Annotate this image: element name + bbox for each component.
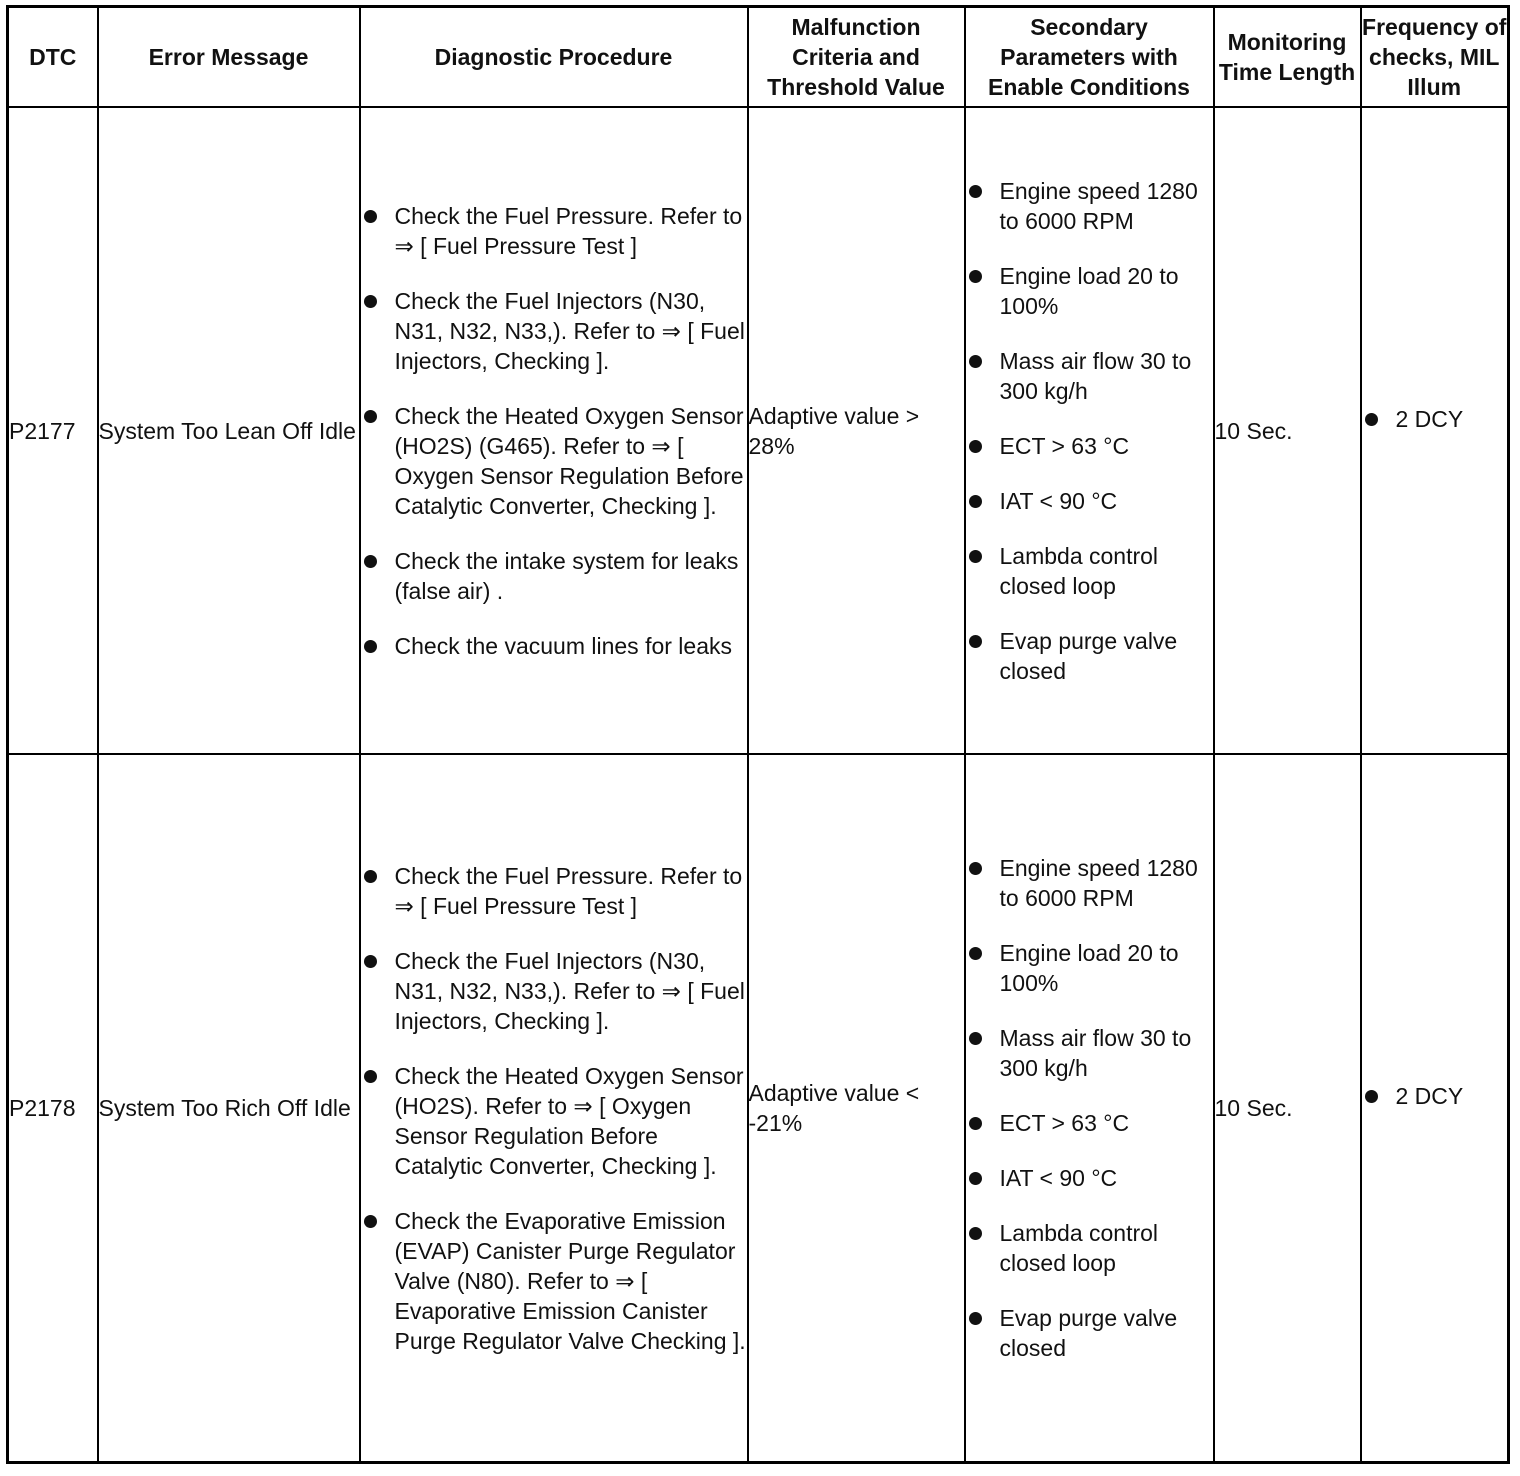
bullet-icon [969, 355, 982, 368]
frequency-list [1362, 404, 1508, 434]
parameters-list [966, 176, 1213, 686]
parameter-item: Evap purge valve closed [966, 1303, 1213, 1363]
bullet-icon [969, 862, 982, 875]
parameter-item: Engine speed 1280 to 6000 RPM [966, 853, 1213, 913]
dtc-code: P2177 [8, 107, 98, 754]
table-row [8, 754, 1509, 1463]
parameter-item: IAT < 90 °C [966, 1163, 1213, 1193]
parameter-item: Engine speed 1280 to 6000 RPM [966, 176, 1213, 236]
parameter-item: Engine load 20 to 100% [966, 261, 1213, 321]
bullet-icon [364, 870, 377, 883]
bullet-icon [969, 1312, 982, 1325]
procedure-list [361, 201, 747, 661]
monitoring-time: 10 Sec. [1214, 107, 1361, 754]
bullet-icon [969, 1032, 982, 1045]
diagnostic-procedure-cell [360, 107, 748, 754]
bullet-icon [364, 955, 377, 968]
procedure-item: Check the Fuel Injectors (N30, N31, N32, N33,). Refer to ⇒ [ Fuel Injectors, Checking ]. [361, 286, 747, 376]
bullet-icon [364, 410, 377, 423]
bullet-icon [1365, 413, 1378, 426]
bullet-icon [364, 295, 377, 308]
bullet-icon [364, 210, 377, 223]
bullet-icon [969, 1227, 982, 1240]
frequency-cell [1361, 754, 1509, 1463]
bullet-icon [969, 185, 982, 198]
procedure-item: Check the Fuel Pressure. Refer to ⇒ [ Fuel Pressure Test ] [361, 861, 747, 921]
bullet-icon [364, 640, 377, 653]
procedure-item: Check the vacuum lines for leaks [361, 631, 747, 661]
frequency-list [1362, 1081, 1508, 1111]
procedure-item: Check the intake system for leaks (false air) . [361, 546, 747, 606]
frequency-cell [1361, 107, 1509, 754]
frequency-item: 2 DCY [1362, 404, 1508, 434]
parameter-item: Lambda control closed loop [966, 1218, 1213, 1278]
bullet-icon [969, 270, 982, 283]
parameter-item: ECT > 63 °C [966, 431, 1213, 461]
header-error-message: Error Message [98, 7, 360, 108]
header-dtc: DTC [8, 7, 98, 108]
parameter-item: Mass air flow 30 to 300 kg/h [966, 346, 1213, 406]
procedure-item: Check the Heated Oxygen Sensor (HO2S) (G465). Refer to ⇒ [ Oxygen Sensor Regulation Before Catalytic Converter, Checking ]. [361, 401, 747, 521]
error-message: System Too Lean Off Idle [98, 107, 360, 754]
table-row [8, 107, 1509, 754]
parameter-item: Lambda control closed loop [966, 541, 1213, 601]
parameter-item: Evap purge valve closed [966, 626, 1213, 686]
secondary-parameters-cell [965, 754, 1214, 1463]
bullet-icon [969, 550, 982, 563]
procedure-item: Check the Evaporative Emission (EVAP) Canister Purge Regulator Valve (N80). Refer to ⇒ [ Evaporative Emission Canister Purge Regulator Valve Checking ]. [361, 1206, 747, 1356]
malfunction-criteria: Adaptive value > 28% [748, 107, 965, 754]
dtc-code: P2178 [8, 754, 98, 1463]
header-frequency: Frequency of checks, MIL Illum [1361, 7, 1509, 108]
procedure-list [361, 861, 747, 1356]
header-row [8, 7, 1509, 108]
procedure-item: Check the Fuel Pressure. Refer to ⇒ [ Fuel Pressure Test ] [361, 201, 747, 261]
bullet-icon [1365, 1090, 1378, 1103]
bullet-icon [364, 555, 377, 568]
bullet-icon [969, 1172, 982, 1185]
parameter-item: Engine load 20 to 100% [966, 938, 1213, 998]
header-malfunction-criteria: Malfunction Criteria and Threshold Value [748, 7, 965, 108]
diagnostic-procedure-cell [360, 754, 748, 1463]
bullet-icon [969, 635, 982, 648]
header-secondary-parameters: Secondary Parameters with Enable Conditions [965, 7, 1214, 108]
secondary-parameters-cell [965, 107, 1214, 754]
bullet-icon [969, 440, 982, 453]
procedure-item: Check the Heated Oxygen Sensor (HO2S). Refer to ⇒ [ Oxygen Sensor Regulation Before Catalytic Converter, Checking ]. [361, 1061, 747, 1181]
parameter-item: IAT < 90 °C [966, 486, 1213, 516]
parameter-item: ECT > 63 °C [966, 1108, 1213, 1138]
header-diagnostic-procedure: Diagnostic Procedure [360, 7, 748, 108]
bullet-icon [969, 1117, 982, 1130]
error-message: System Too Rich Off Idle [98, 754, 360, 1463]
parameter-item: Mass air flow 30 to 300 kg/h [966, 1023, 1213, 1083]
bullet-icon [364, 1070, 377, 1083]
monitoring-time: 10 Sec. [1214, 754, 1361, 1463]
dtc-table [6, 5, 1510, 1464]
header-monitoring-time: Monitoring Time Length [1214, 7, 1361, 108]
parameters-list [966, 853, 1213, 1363]
malfunction-criteria: Adaptive value < -21% [748, 754, 965, 1463]
bullet-icon [364, 1215, 377, 1228]
frequency-item: 2 DCY [1362, 1081, 1508, 1111]
bullet-icon [969, 495, 982, 508]
procedure-item: Check the Fuel Injectors (N30, N31, N32, N33,). Refer to ⇒ [ Fuel Injectors, Checking ]. [361, 946, 747, 1036]
bullet-icon [969, 947, 982, 960]
